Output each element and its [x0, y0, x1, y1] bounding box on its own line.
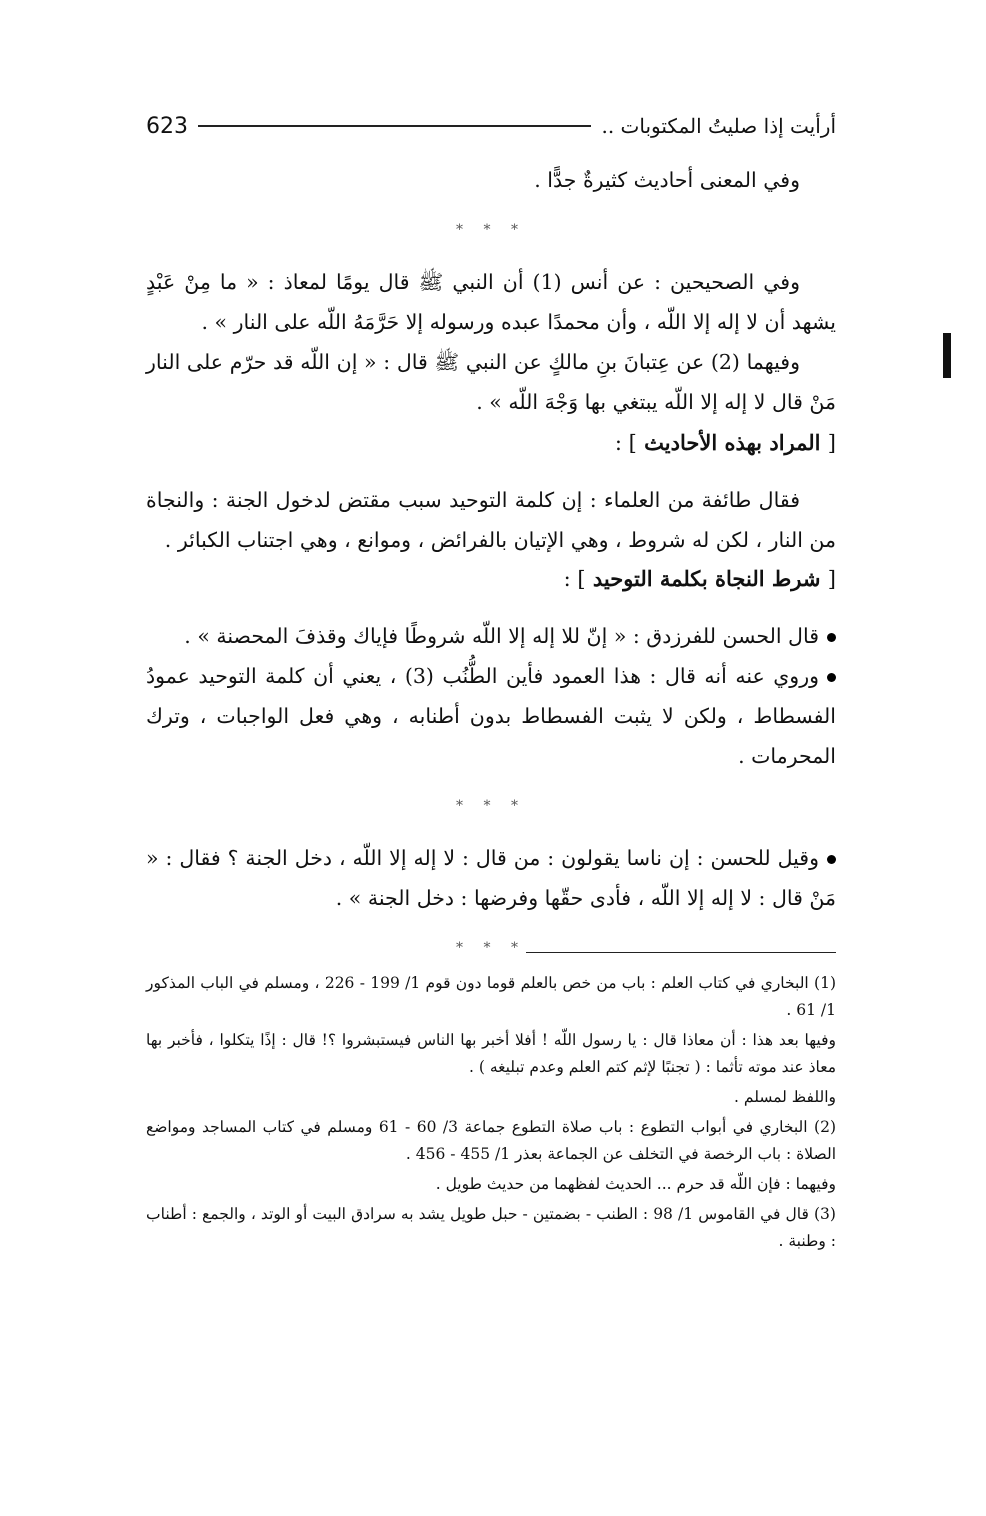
- bullet-text: وقيل للحسن : إن ناسا يقولون : من قال : لا إله إلا اللّه ، دخل الجنة ؟ فقال : « مَنْ قال : لا إله إلا اللّه ، فأدى حقّها وفرضها : دخل الجنة » .: [146, 846, 836, 910]
- margin-mark: [943, 333, 951, 378]
- bracket-close: ] :: [563, 567, 586, 591]
- bracket-open: [: [827, 431, 836, 455]
- main-text: [146, 160, 836, 980]
- bullet-icon: [827, 633, 836, 642]
- page-header: [146, 108, 836, 144]
- footnote-2-continued: وفيهما : فإن اللّه قد حرم ... الحديث لفظهما من حديث طويل .: [435, 1175, 836, 1193]
- paragraph-1: وفي المعنى أحاديث كثيرةٌ جدًّا .: [534, 168, 800, 192]
- bracket-close: ] :: [614, 431, 637, 455]
- bullet-icon: [827, 855, 836, 864]
- bullet-icon: [827, 673, 836, 682]
- paragraph-4: فقال طائفة من العلماء : إن كلمة التوحيد سبب مقتض لدخول الجنة : والنجاة من النار ، لكن له شروط ، وهي الإتيان بالفرائض ، وموانع ، وهي اجتناب الكبائر .: [146, 488, 836, 552]
- bullet-paragraph-2: [146, 656, 836, 776]
- footnotes: [146, 970, 836, 1258]
- footnote-1-note: واللفظ لمسلم .: [734, 1088, 836, 1106]
- paragraph-2: وفي الصحيحين : عن أنس (1) أن النبي ﷺ قال يومًا لمعاذ : « ما مِنْ عَبْدٍ يشهد أن لا إله إلا اللّه ، وأن محمدًا عبده ورسوله إلا حَرَّمَهُ اللّه على النار » .: [146, 270, 836, 334]
- bullet-paragraph-1: [146, 616, 836, 656]
- footnote-rule: [526, 952, 836, 953]
- section-divider-3: * * *: [456, 940, 526, 956]
- section-heading-1: [146, 424, 836, 462]
- footnote-1-continued: وفيها بعد هذا : أن معاذا قال : يا رسول اللّه ! أفلا أخبر بها الناس فيستبشروا ؟! قال : إذًا يتكلوا ، فأخبر بها معاذ عند موته تأثما : ( تجنبًا لإثم كتم العلم وعدم تبليغه ) .: [146, 1031, 836, 1076]
- bracket-open: [: [827, 567, 836, 591]
- section-heading-2: [146, 560, 836, 598]
- footnote-3: (3) قال في القاموس 1/ 98 : الطنب - بضمتين - حبل طويل يشد به سرادق البيت أو الوتد ، والجمع : أطناب : وطنبة .: [146, 1205, 836, 1250]
- heading-text: المراد بهذه الأحاديث: [644, 430, 821, 455]
- paragraph-3: وفيهما (2) عن عِتبانَ بنِ مالكٍ عن النبي ﷺ قال : « إن اللّه قد حرّم على النار مَنْ قال لا إله إلا اللّه يبتغي بها وَجْهَ اللّه » .: [146, 350, 836, 414]
- bullet-paragraph-3: [146, 838, 836, 918]
- running-title: أرأيت إذا صليتُ المكتوبات ..: [601, 114, 836, 138]
- bullet-text: قال الحسن للفرزدق : « إنّ للا إله إلا اللّه شروطًا فإياك وقذفَ المحصنة » .: [184, 624, 819, 648]
- section-divider-1: * * *: [456, 222, 526, 238]
- section-divider-2: * * *: [456, 798, 526, 814]
- header-rule: [198, 125, 591, 127]
- heading-text: شرط النجاة بكلمة التوحيد: [592, 566, 821, 591]
- footnote-1: (1) البخاري في كتاب العلم : باب من خص بالعلم قوما دون قوم 1/ 199 - 226 ، ومسلم في الباب المذكور 1/ 61 .: [146, 974, 837, 1019]
- bullet-text: وروي عنه أنه قال : هذا العمود فأين الطُّنُب (3) ، يعني أن كلمة التوحيد عمودُ الفسطاط ، ولكن لا يثبت الفسطاط بدون أطنابه ، وهي فعل الواجبات ، وترك المحرمات .: [146, 664, 836, 768]
- footnote-2: (2) البخاري في أبواب التطوع : باب صلاة التطوع جماعة 3/ 60 - 61 ومسلم في كتاب المساجد ومواضع الصلاة : باب الرخصة في التخلف عن الجماعة بعذر 1/ 455 - 456 .: [146, 1118, 836, 1163]
- page-number: 623: [146, 113, 188, 139]
